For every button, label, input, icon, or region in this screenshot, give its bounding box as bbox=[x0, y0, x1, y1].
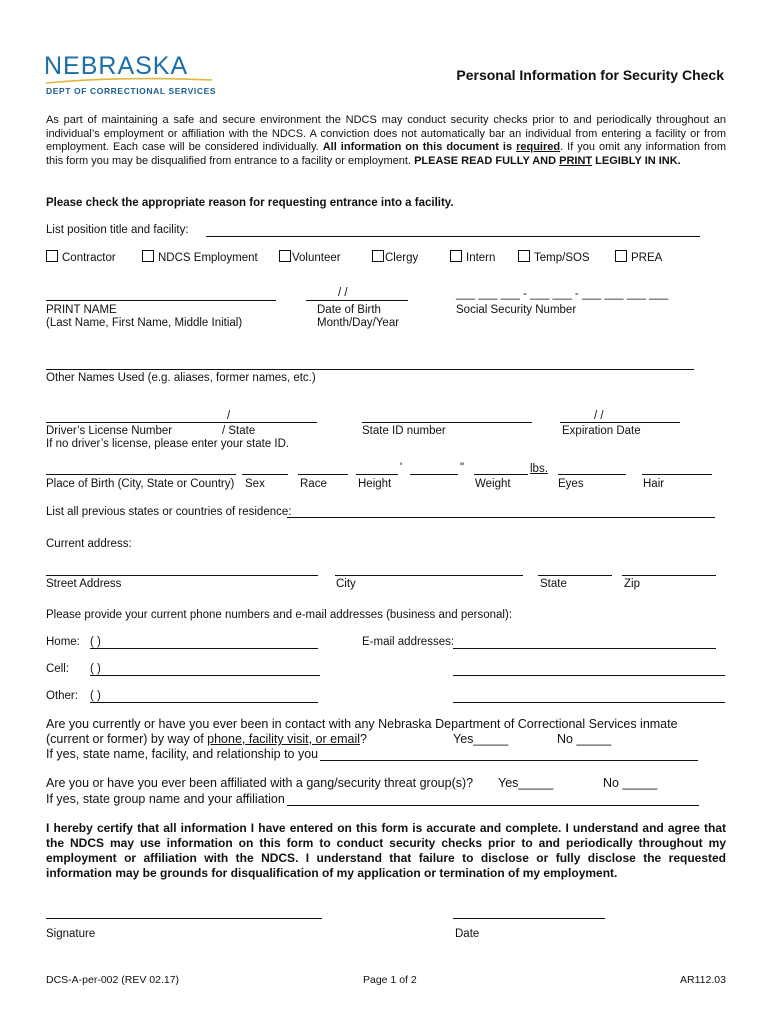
other-label: Other: bbox=[46, 690, 78, 702]
inmate-contact-question: Are you currently or have you ever been in contact with any Nebraska Department of Correctional Services inmate bbox=[46, 717, 678, 731]
option-temp-sos[interactable]: Temp/SOS bbox=[518, 250, 590, 264]
sex-field[interactable] bbox=[242, 474, 288, 475]
expiration-field[interactable] bbox=[560, 422, 680, 423]
checkbox[interactable] bbox=[450, 250, 462, 262]
street-label: Street Address bbox=[46, 578, 122, 590]
city-field[interactable] bbox=[335, 575, 523, 576]
race-field[interactable] bbox=[298, 474, 348, 475]
previous-residence-label: List all previous states or countries of residence: bbox=[46, 506, 292, 518]
logo-name: NEBRASKA bbox=[44, 52, 189, 80]
logo-subtitle: DEPT OF CORRECTIONAL SERVICES bbox=[46, 86, 217, 96]
expiration-label: Expiration Date bbox=[562, 425, 641, 437]
eyes-field[interactable] bbox=[558, 474, 626, 475]
email-field-2[interactable] bbox=[453, 675, 725, 676]
sex-label: Sex bbox=[245, 478, 265, 490]
lbs-label: lbs. bbox=[530, 463, 548, 475]
email-field-3[interactable] bbox=[453, 702, 725, 703]
other-names-field[interactable] bbox=[46, 369, 694, 370]
weight-label: Weight bbox=[475, 478, 511, 490]
home-area-code: ( ) bbox=[90, 636, 101, 648]
state-id-field[interactable] bbox=[362, 422, 532, 423]
cell-label: Cell: bbox=[46, 663, 70, 675]
dl-label: Driver’s License Number bbox=[46, 425, 173, 437]
height-feet-field[interactable] bbox=[356, 474, 398, 475]
position-field[interactable] bbox=[206, 236, 700, 237]
dl-note: If no driver’s license, please enter your state ID. bbox=[46, 438, 290, 450]
other-names-label: Other Names Used (e.g. aliases, former names, etc.) bbox=[46, 372, 316, 384]
reason-heading: Please check the appropriate reason for requesting entrance into a facility. bbox=[46, 197, 454, 209]
gang-question: Are you or have you ever been affiliated with a gang/security threat group(s)? bbox=[46, 776, 474, 790]
hair-field[interactable] bbox=[642, 474, 712, 475]
height-label: Height bbox=[358, 478, 392, 490]
option-volunteer[interactable]: Volunteer bbox=[279, 250, 341, 264]
dl-state-label: / State bbox=[222, 425, 256, 437]
state-label: State bbox=[540, 578, 567, 590]
other-area-code: ( ) bbox=[90, 690, 101, 702]
date-field[interactable] bbox=[453, 918, 605, 919]
drivers-license-field[interactable] bbox=[46, 422, 317, 423]
hair-label: Hair bbox=[643, 478, 665, 490]
feet-mark: ' bbox=[400, 462, 403, 474]
home-phone-field[interactable] bbox=[90, 648, 318, 649]
inmate-contact-no[interactable]: No _____ bbox=[557, 732, 612, 746]
gang-yes[interactable]: Yes_____ bbox=[498, 776, 554, 790]
position-label: List position title and facility: bbox=[46, 224, 189, 236]
option-clergy[interactable]: Clergy bbox=[372, 250, 418, 264]
checkbox[interactable] bbox=[615, 250, 627, 262]
dl-separator: / bbox=[227, 410, 231, 422]
dob-sublabel: Month/Day/Year bbox=[317, 317, 400, 329]
state-id-label: State ID number bbox=[362, 425, 446, 437]
name-sublabel: (Last Name, First Name, Middle Initial) bbox=[46, 317, 243, 329]
inch-mark: " bbox=[460, 462, 465, 474]
inmate-contact-question-cont: (current or former) by way of phone, facility visit, or email? bbox=[46, 732, 367, 746]
height-inches-field[interactable] bbox=[410, 474, 458, 475]
swoosh-icon bbox=[44, 74, 214, 86]
email-label: E-mail addresses: bbox=[362, 636, 455, 648]
cell-phone-field[interactable] bbox=[90, 675, 320, 676]
exp-separators: / / bbox=[594, 410, 604, 422]
current-address-label: Current address: bbox=[46, 538, 132, 550]
page-number: Page 1 of 2 bbox=[363, 974, 417, 986]
form-id: DCS-A-per-002 (REV 02.17) bbox=[46, 974, 180, 986]
dob-label: Date of Birth bbox=[317, 304, 381, 316]
eyes-label: Eyes bbox=[558, 478, 584, 490]
cell-area-code: ( ) bbox=[90, 663, 101, 675]
intro-paragraph: As part of maintaining a safe and secure environment the NDCS may conduct security checks prior to and periodically throughout an individual’s employment or affiliation with the NDCS. A conviction does not automatically bar an individual from entering a facility or from employment. Each case will be considered individually. All information on this document is required. If you omit any information from this form you may be disqualified from entrance to a facility or employment. PLEASE READ FULLY AND PRINT LEGIBLY IN INK. bbox=[46, 114, 726, 167]
pob-field[interactable] bbox=[46, 474, 236, 475]
inmate-relationship-field[interactable] bbox=[320, 760, 698, 761]
state-field[interactable] bbox=[538, 575, 612, 576]
weight-field[interactable] bbox=[474, 474, 528, 475]
ssn-label: Social Security Number bbox=[456, 304, 577, 316]
option-intern[interactable]: Intern bbox=[450, 250, 495, 264]
dob-separators: / / bbox=[338, 287, 348, 299]
option-prea[interactable]: PREA bbox=[615, 250, 662, 264]
signature-label: Signature bbox=[46, 928, 96, 940]
inmate-contact-yes[interactable]: Yes_____ bbox=[453, 732, 509, 746]
gang-affiliation-field[interactable] bbox=[287, 805, 699, 806]
city-label: City bbox=[336, 578, 356, 590]
option-ndcs-employment[interactable]: NDCS Employment bbox=[142, 250, 258, 264]
checkbox[interactable] bbox=[372, 250, 384, 262]
option-contractor[interactable]: Contractor bbox=[46, 250, 116, 264]
zip-label: Zip bbox=[624, 578, 640, 590]
checkbox[interactable] bbox=[46, 250, 58, 262]
gang-no[interactable]: No _____ bbox=[603, 776, 658, 790]
checkbox[interactable] bbox=[518, 250, 530, 262]
certification-statement: I hereby certify that all information I have entered on this form is accurate and complete. I understand and agree that the NDCS may use information on this form to conduct security checks prior to and periodically throughout my employment or affiliation with the NDCS. I understand that failure to disclose or fully disclose the requested information may be grounds for disqualification of my application or termination of my employment. bbox=[46, 821, 726, 880]
name-field[interactable] bbox=[46, 300, 276, 301]
page-title: Personal Information for Security Check bbox=[456, 67, 724, 83]
ndcs-logo bbox=[44, 52, 224, 100]
date-label: Date bbox=[455, 928, 480, 940]
name-label: PRINT NAME bbox=[46, 304, 117, 316]
home-label: Home: bbox=[46, 636, 80, 648]
zip-field[interactable] bbox=[622, 575, 716, 576]
form-code: AR112.03 bbox=[680, 974, 726, 986]
pob-label: Place of Birth (City, State or Country) bbox=[46, 478, 235, 490]
inmate-relationship-label: If yes, state name, facility, and relationship to you bbox=[46, 747, 319, 761]
email-field-1[interactable] bbox=[453, 648, 716, 649]
gang-affiliation-label: If yes, state group name and your affiliation bbox=[46, 792, 285, 806]
other-phone-field[interactable] bbox=[90, 702, 318, 703]
race-label: Race bbox=[300, 478, 327, 490]
dob-field[interactable] bbox=[306, 300, 408, 301]
street-field[interactable] bbox=[46, 575, 318, 576]
ssn-field[interactable]: ___ ___ ___ - ___ ___ - ___ ___ ___ ___ bbox=[456, 288, 669, 300]
checkbox[interactable] bbox=[279, 250, 291, 262]
checkbox[interactable] bbox=[142, 250, 154, 262]
contact-prompt: Please provide your current phone numbers and e-mail addresses (business and personal): bbox=[46, 609, 513, 621]
previous-residence-field[interactable] bbox=[287, 517, 715, 518]
signature-field[interactable] bbox=[46, 918, 322, 919]
